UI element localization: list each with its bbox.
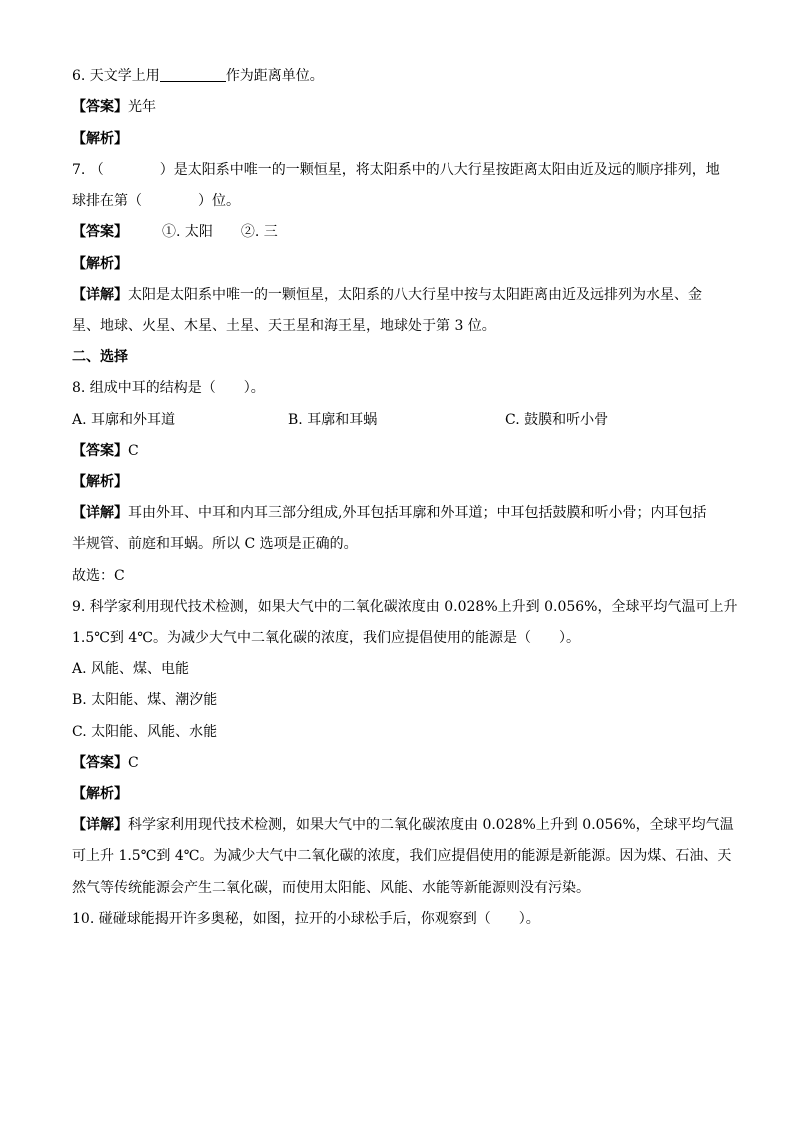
q8-analysis-tag: 【解析】 <box>72 474 128 490</box>
q9-detail-line3: 然气等传统能源会产生二氧化碳，而使用太阳能、风能、水能等新能源则没有污染。 <box>72 880 590 896</box>
detail-tag: 【详解】 <box>72 817 128 833</box>
q8-detail-line1: 【详解】耳由外耳、中耳和内耳三部分组成,外耳包括耳廓和外耳道；中耳包括鼓膜和听小骨；内耳包括 <box>72 505 707 521</box>
q6-stem: 6. 天文学上用 作为距离单位。 <box>72 68 324 84</box>
section-title: 二、选择 <box>72 349 128 365</box>
q7-stem-line1: 7. （ ）是太阳系中唯一的一颗恒星，将太阳系中的八大行星按距离太阳由近及远的顺序排列，地 <box>72 162 720 178</box>
q7-analysis-tag: 【解析】 <box>72 256 128 272</box>
q7-answer <box>72 222 278 242</box>
answer-text: C <box>128 443 139 459</box>
q6-answer <box>72 97 156 117</box>
answer-tag: 【答案】 <box>72 443 128 459</box>
q7-stem-line2: 球排在第（ ）位。 <box>72 193 240 209</box>
q8-option-c: C. 鼓膜和听小骨 <box>505 412 609 428</box>
q6-analysis-tag: 【解析】 <box>72 131 128 147</box>
q9-stem-line2: 1.5℃到 4℃。为减少大气中二氧化碳的浓度，我们应提倡使用的能源是（ ）。 <box>72 630 580 646</box>
q8-option-a: A. 耳廓和外耳道 <box>72 412 176 428</box>
q9-detail-line1: 【详解】科学家利用现代技术检测，如果大气中的二氧化碳浓度由 0.028%上升到 0.056%，全球平均气温 <box>72 817 734 833</box>
answer-tag: 【答案】 <box>72 224 128 240</box>
q7-detail-line1: 【详解】太阳是太阳系中唯一的一颗恒星，太阳系的八大行星中按与太阳距离由近及远排列为水星、金 <box>72 287 702 303</box>
q9-option-a: A. 风能、煤、电能 <box>72 661 190 677</box>
q8-answer <box>72 441 139 461</box>
q8-detail-line2: 半规管、前庭和耳蜗。所以 C 选项是正确的。 <box>72 536 358 552</box>
q9-option-b: B. 太阳能、煤、潮汐能 <box>72 692 218 708</box>
q9-analysis-tag: 【解析】 <box>72 786 128 802</box>
q8-stem: 8. 组成中耳的结构是（ ）。 <box>72 380 265 396</box>
q9-option-c: C. 太阳能、风能、水能 <box>72 724 218 740</box>
q9-answer <box>72 753 139 773</box>
q7-detail-line2: 星、地球、火星、木星、土星、天王星和海王星，地球处于第 3 位。 <box>72 318 496 334</box>
q8-choice: 故选：C <box>72 568 125 584</box>
q9-stem-line1: 9. 科学家利用现代技术检测，如果大气中的二氧化碳浓度由 0.028%上升到 0.056%，全球平均气温可上升 <box>72 599 738 615</box>
detail-tag: 【详解】 <box>72 287 128 303</box>
answer-part-2: ②. 三 <box>240 224 278 240</box>
q10-stem: 10. 碰碰球能揭开许多奥秘，如图，拉开的小球松手后，你观察到（ ）。 <box>72 911 540 927</box>
answer-tag: 【答案】 <box>72 99 128 115</box>
answer-text: C <box>128 755 139 771</box>
q9-detail-line2: 可上升 1.5℃到 4℃。为减少大气中二氧化碳的浓度，我们应提倡使用的能源是新能源。因为煤、石油、天 <box>72 848 732 864</box>
answer-blank <box>160 67 226 82</box>
q8-option-b: B. 耳廓和耳蜗 <box>288 412 378 428</box>
answer-text: 光年 <box>128 99 156 115</box>
answer-part-1: ①. 太阳 <box>162 224 213 240</box>
answer-tag: 【答案】 <box>72 755 128 771</box>
detail-tag: 【详解】 <box>72 505 128 521</box>
